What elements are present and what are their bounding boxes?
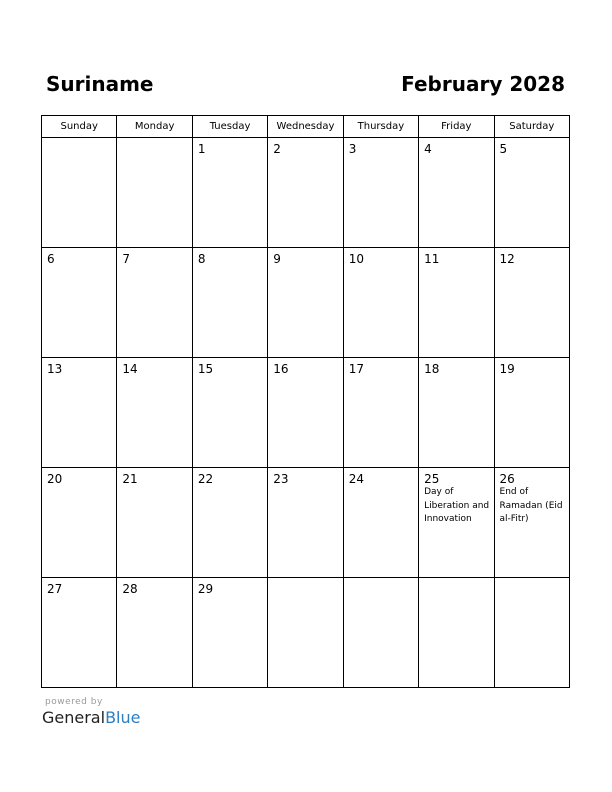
day-cell <box>268 248 343 358</box>
day-number: 13 <box>47 362 63 376</box>
day-cell <box>494 468 569 578</box>
day-number: 12 <box>499 252 515 266</box>
day-cell <box>494 248 569 358</box>
day-cell <box>268 468 343 578</box>
weekday-header-sunday: Sunday <box>42 116 117 138</box>
day-cell <box>419 358 494 468</box>
day-cell <box>419 138 494 248</box>
weekday-header-saturday: Saturday <box>494 116 569 138</box>
day-number: 27 <box>47 582 63 596</box>
day-cell <box>192 468 267 578</box>
day-number: 3 <box>348 142 357 156</box>
holiday-label: Day of Liberation and Innovation <box>424 487 490 524</box>
weekday-header-friday: Friday <box>419 116 494 138</box>
day-number: 22 <box>197 472 214 486</box>
day-cell <box>268 578 343 688</box>
day-number: 26 <box>499 472 515 486</box>
day-number: 24 <box>348 472 364 486</box>
week-row <box>42 138 570 248</box>
day-cell <box>42 468 117 578</box>
day-number: 21 <box>122 472 138 486</box>
day-cell <box>192 578 267 688</box>
day-cell <box>343 358 418 468</box>
day-cell <box>343 468 418 578</box>
week-row <box>42 358 570 468</box>
day-number: 19 <box>499 362 515 376</box>
day-cell <box>494 138 569 248</box>
day-number: 25 <box>424 472 440 486</box>
day-cell <box>494 358 569 468</box>
day-cell <box>42 138 117 248</box>
day-cell <box>117 358 192 468</box>
day-cell <box>419 248 494 358</box>
day-cell <box>192 138 267 248</box>
day-number: 4 <box>424 142 432 156</box>
week-row <box>42 248 570 358</box>
day-cell <box>117 468 192 578</box>
day-cell <box>343 248 418 358</box>
day-cell <box>343 578 418 688</box>
day-number: 28 <box>122 582 138 596</box>
day-cell <box>42 248 117 358</box>
brand-logo-general: General <box>42 708 106 727</box>
calendar-grid <box>41 115 570 688</box>
day-number: 29 <box>197 582 214 596</box>
day-number: 10 <box>348 252 364 266</box>
day-cell <box>192 248 267 358</box>
weekday-header-tuesday: Tuesday <box>192 116 267 138</box>
day-number: 9 <box>273 252 281 266</box>
brand-logo-blue: Blue <box>105 708 141 727</box>
day-cell <box>192 358 267 468</box>
weekday-header-thursday: Thursday <box>343 116 418 138</box>
brand-logo[interactable] <box>42 708 140 727</box>
day-cell <box>419 578 494 688</box>
day-number: 2 <box>273 142 281 156</box>
day-number: 20 <box>47 472 63 486</box>
day-cell <box>419 468 494 578</box>
country-title: Suriname <box>46 72 154 96</box>
day-number: 18 <box>424 362 440 376</box>
week-row <box>42 468 570 578</box>
weekday-header-wednesday: Wednesday <box>268 116 343 138</box>
day-cell <box>117 248 192 358</box>
day-number: 11 <box>424 252 440 266</box>
powered-by-text: powered by <box>45 697 103 707</box>
day-number: 16 <box>273 362 289 376</box>
day-cell <box>117 578 192 688</box>
day-number: 23 <box>273 472 289 486</box>
day-cell <box>117 138 192 248</box>
week-row <box>42 578 570 688</box>
day-number: 6 <box>47 252 55 266</box>
day-cell <box>343 138 418 248</box>
day-number: 15 <box>197 362 214 376</box>
weekday-header-monday: Monday <box>117 116 192 138</box>
day-number: 8 <box>197 252 206 266</box>
day-cell <box>42 578 117 688</box>
day-cell <box>268 138 343 248</box>
day-number: 5 <box>499 142 508 156</box>
month-year-title: February 2028 <box>401 72 565 96</box>
day-cell <box>494 578 569 688</box>
day-cell <box>42 358 117 468</box>
day-number: 14 <box>122 362 138 376</box>
day-number: 1 <box>197 142 206 156</box>
day-number: 7 <box>122 252 131 266</box>
day-number: 17 <box>348 362 364 376</box>
day-cell <box>268 358 343 468</box>
weekday-header-row <box>42 116 570 138</box>
holiday-label: End of Ramadan (Eid al-Fitr) <box>499 487 563 524</box>
